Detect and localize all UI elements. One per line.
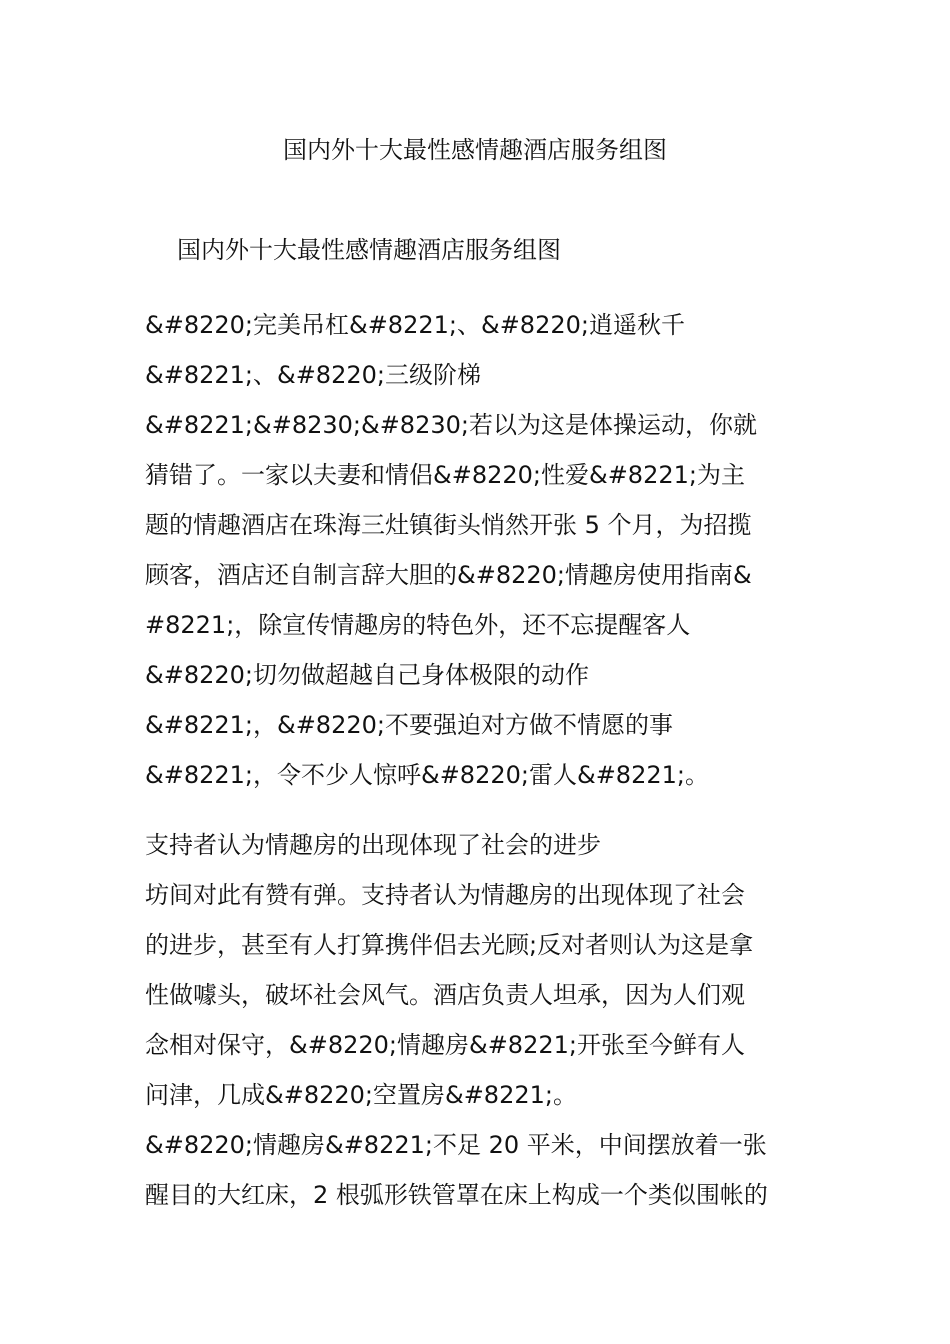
paragraph-line: &#8220;完美吊杠&#8221;、&#8220;逍遥秋千 [145, 311, 685, 339]
paragraph-line: 猜错了。一家以夫妻和情侣&#8220;性爱&#8221;为主 [145, 461, 745, 489]
document-subtitle: 国内外十大最性感情趣酒店服务组图 [177, 236, 561, 264]
paragraph-line: #8221;，除宣传情趣房的特色外，还不忘提醒客人 [145, 611, 691, 639]
paragraph-line: 支持者认为情趣房的出现体现了社会的进步 [145, 831, 601, 859]
paragraph-line: 醒目的大红床，2 根弧形铁管罩在床上构成一个类似围帐的 [145, 1181, 768, 1209]
paragraph-line: 性做噱头，破坏社会风气。酒店负责人坦承，因为人们观 [145, 981, 745, 1009]
paragraph-line: 顾客，酒店还自制言辞大胆的&#8220;情趣房使用指南& [145, 561, 752, 589]
paragraph-1 [145, 309, 825, 809]
paragraph-2 [145, 829, 825, 1229]
paragraph-line: &#8220;切勿做超越自己身体极限的动作 [145, 661, 589, 689]
paragraph-line: &#8220;情趣房&#8221;不足 20 平米，中间摆放着一张 [145, 1131, 767, 1159]
paragraph-line: &#8221;，&#8220;不要强迫对方做不情愿的事 [145, 711, 673, 739]
paragraph-line: 坊间对此有赞有弹。支持者认为情趣房的出现体现了社会 [145, 881, 745, 909]
document-title: 国内外十大最性感情趣酒店服务组图 [283, 136, 667, 164]
paragraph-line: &#8221;、&#8220;三级阶梯 [145, 361, 481, 389]
paragraph-line: &#8221;&#8230;&#8230;若以为这是体操运动，你就 [145, 411, 757, 439]
paragraph-line: 念相对保守，&#8220;情趣房&#8221;开张至今鲜有人 [145, 1031, 745, 1059]
paragraph-line: 问津，几成&#8220;空置房&#8221;。 [145, 1081, 577, 1109]
paragraph-line: &#8221;，令不少人惊呼&#8220;雷人&#8221;。 [145, 761, 709, 789]
paragraph-line: 题的情趣酒店在珠海三灶镇街头悄然开张 5 个月，为招揽 [145, 511, 752, 539]
paragraph-line: 的进步，甚至有人打算携伴侣去光顾;反对者则认为这是拿 [145, 931, 754, 959]
